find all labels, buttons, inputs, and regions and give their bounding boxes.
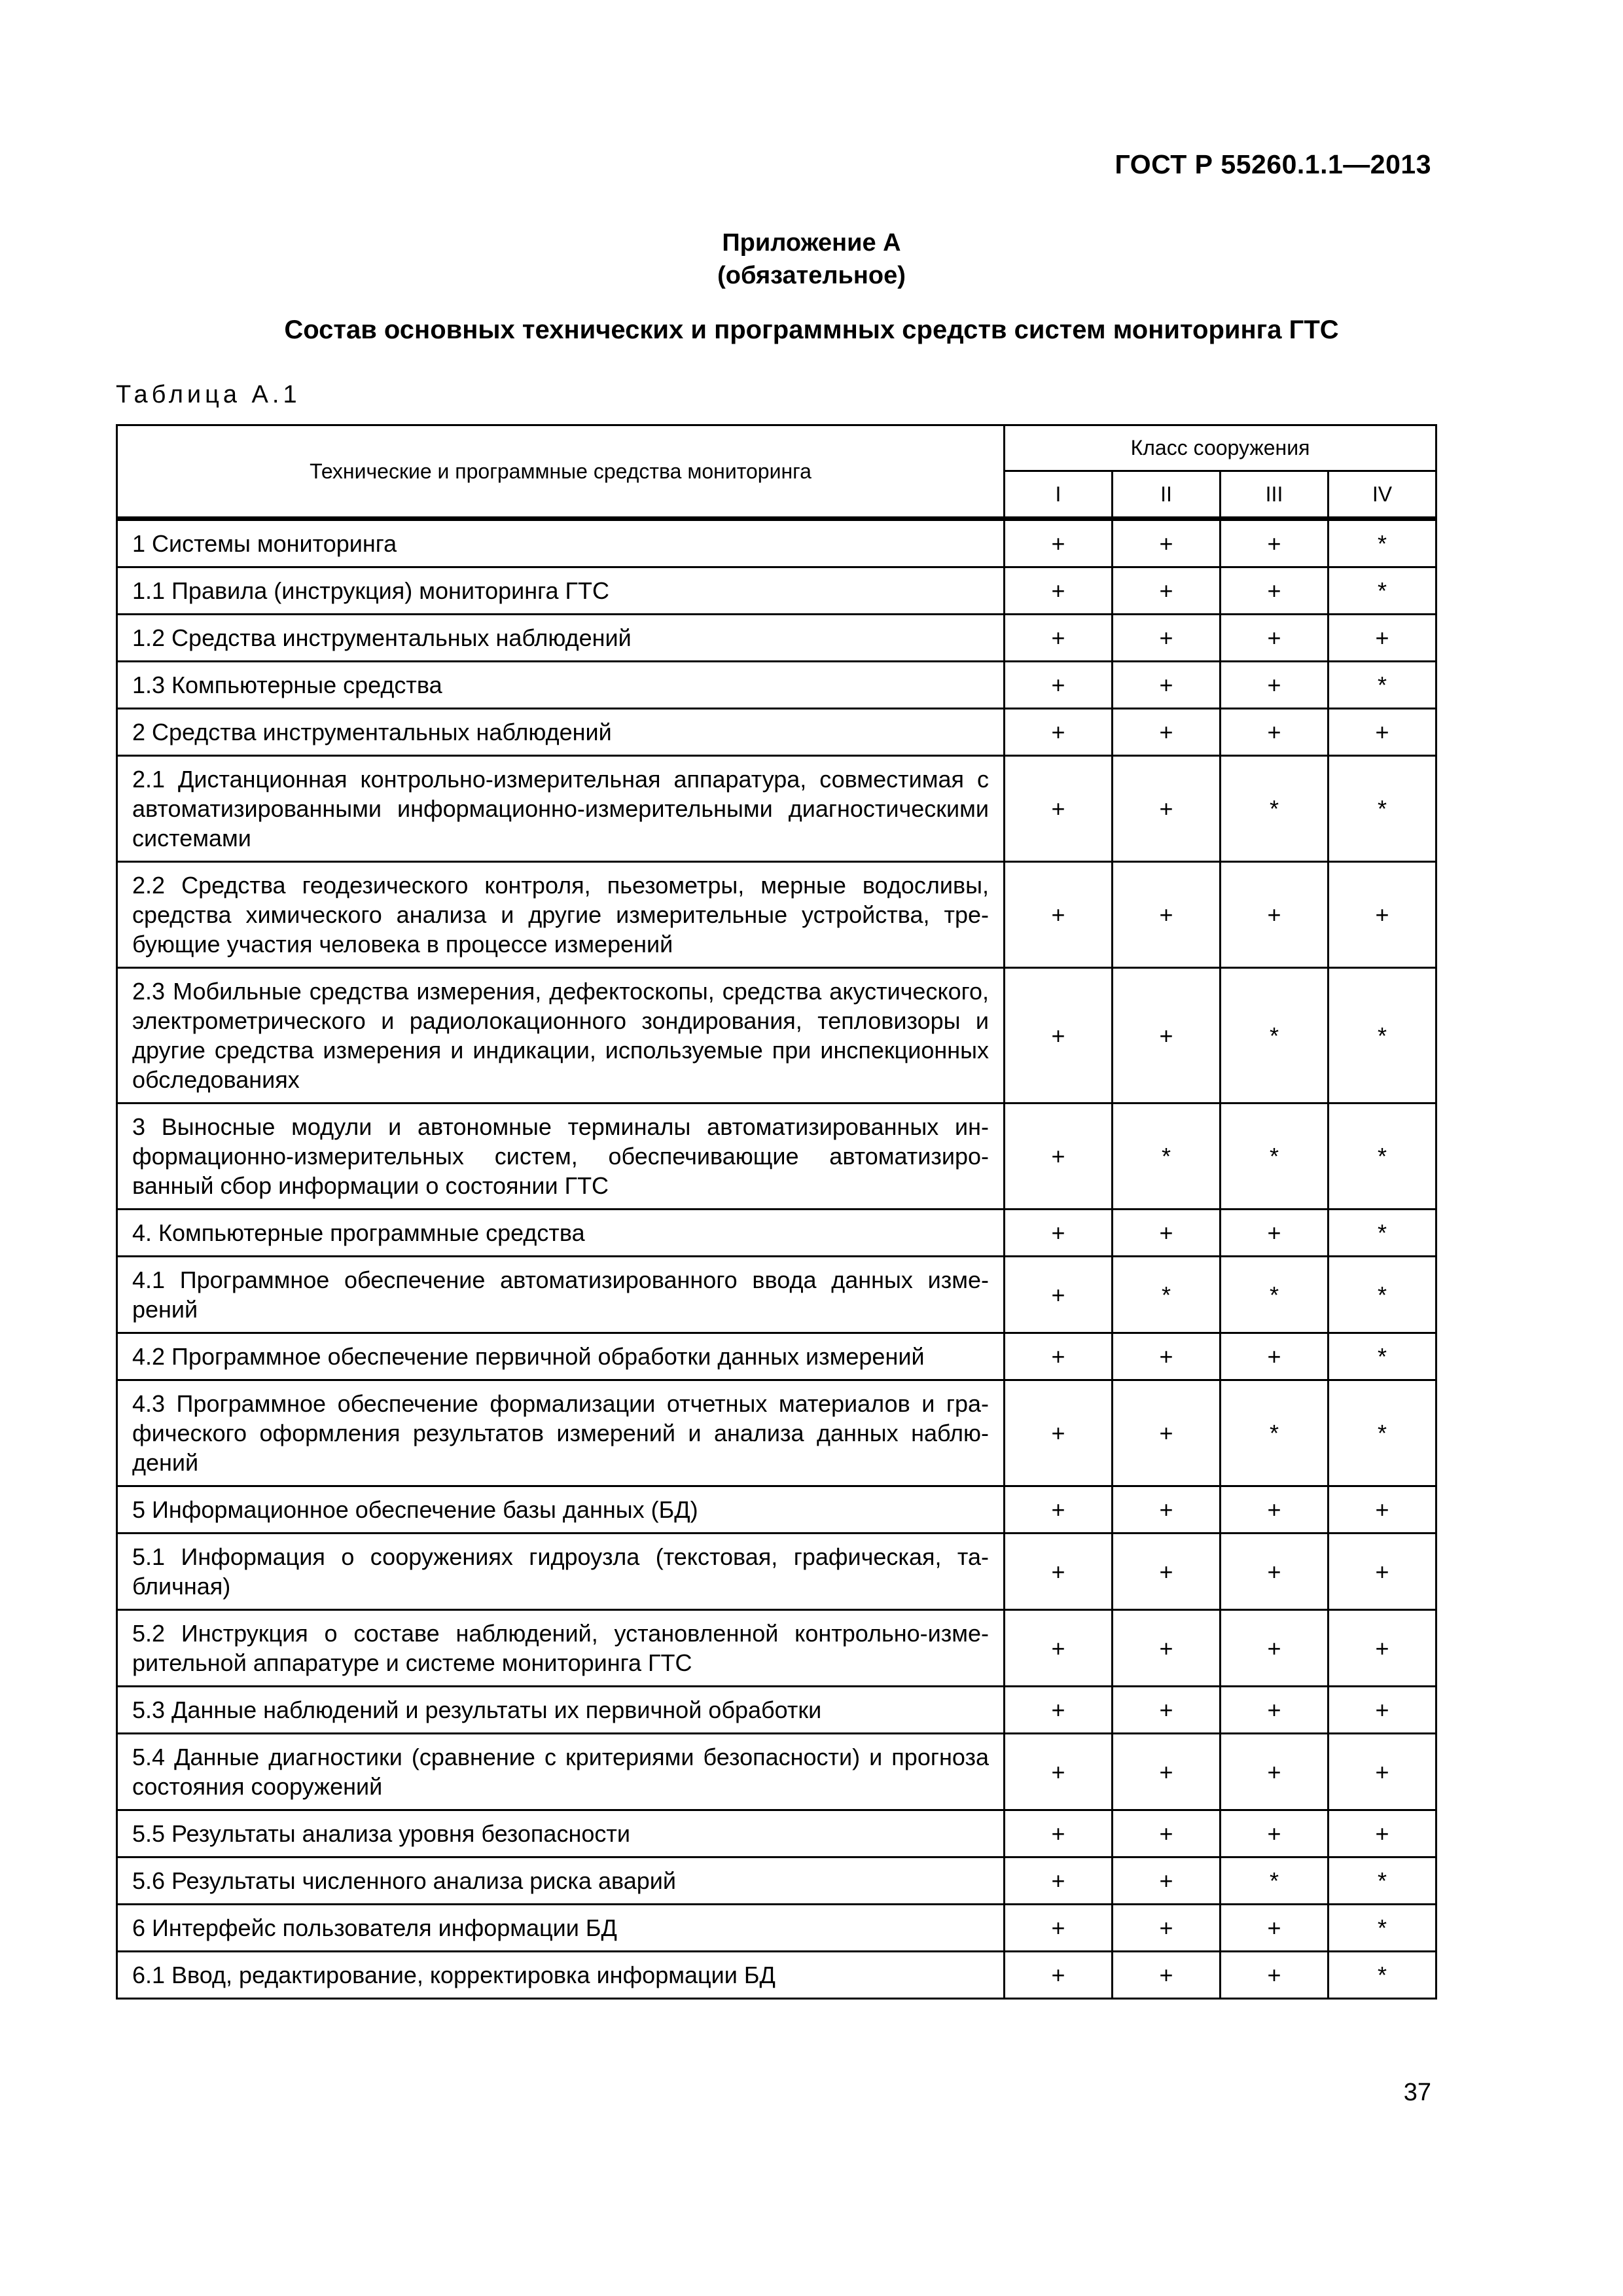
header-class-col: III (1221, 471, 1329, 519)
table-row (117, 1952, 1436, 1999)
class-mark: * (1329, 1210, 1436, 1257)
class-mark: + (1005, 1810, 1113, 1857)
row-description: 2 Средства инструментальных наблюдений (117, 709, 1005, 756)
class-mark: + (1329, 1687, 1436, 1734)
class-mark: * (1329, 1333, 1436, 1380)
class-mark: + (1329, 1610, 1436, 1687)
row-description: 2.3 Мобильные средства измерения, дефектоскопы, средства акустического, электрометрического и радиолокационного зондирования, тепловизоры и другие средства измерения и индикации, используемые при инспекционных обследованиях (117, 968, 1005, 1103)
document-code: ГОСТ Р 55260.1.1—2013 (1115, 149, 1431, 179)
row-description: 4.2 Программное обеспечение первичной обработки данных измерений (117, 1333, 1005, 1380)
class-mark: + (1113, 1687, 1221, 1734)
row-description: 1.1 Правила (инструкция) мониторинга ГТС (117, 567, 1005, 615)
row-description: 5.2 Инструкция о составе наблюдений, установленной контрольно-измерительной аппаратуре и системе мониторинга ГТС (117, 1610, 1005, 1687)
header-class: Класс сооружения (1005, 425, 1436, 471)
class-mark: * (1329, 1905, 1436, 1952)
row-description: 5.6 Результаты численного анализа риска аварий (117, 1857, 1005, 1905)
class-mark: + (1005, 1103, 1113, 1210)
table-row (117, 1333, 1436, 1380)
class-mark: + (1221, 1905, 1329, 1952)
row-description: 4. Компьютерные программные средства (117, 1210, 1005, 1257)
class-mark: + (1113, 1610, 1221, 1687)
class-mark: + (1005, 756, 1113, 862)
table-row (117, 662, 1436, 709)
table-row (117, 862, 1436, 968)
row-description: 2.1 Дистанционная контрольно-измерительная аппаратура, совместимая с автоматизированными информационно-измерительными диагностическими системами (117, 756, 1005, 862)
class-mark: + (1221, 1687, 1329, 1734)
class-mark: * (1329, 519, 1436, 567)
class-mark: + (1005, 662, 1113, 709)
table-row (117, 968, 1436, 1103)
class-mark: + (1005, 1380, 1113, 1486)
header-means: Технические и программные средства мониторинга (117, 425, 1005, 519)
table-row (117, 567, 1436, 615)
row-description: 6 Интерфейс пользователя информации БД (117, 1905, 1005, 1952)
table-row (117, 1103, 1436, 1210)
class-mark: + (1221, 862, 1329, 968)
class-mark: + (1113, 519, 1221, 567)
appendix-type: (обязательное) (717, 262, 906, 289)
table-row (117, 756, 1436, 862)
class-mark: + (1221, 1486, 1329, 1534)
table-row (117, 1486, 1436, 1534)
class-mark: + (1329, 1810, 1436, 1857)
class-mark: + (1221, 1610, 1329, 1687)
class-mark: + (1113, 1333, 1221, 1380)
class-mark: + (1329, 1486, 1436, 1534)
row-description: 1.2 Средства инструментальных наблюдений (117, 615, 1005, 662)
class-mark: * (1221, 968, 1329, 1103)
class-mark: + (1221, 662, 1329, 709)
table-row (117, 1734, 1436, 1810)
table-row (117, 519, 1436, 567)
class-mark: + (1113, 567, 1221, 615)
class-mark: * (1329, 1857, 1436, 1905)
class-mark: + (1113, 1734, 1221, 1810)
row-description: 5.1 Информация о сооружениях гидроузла (текстовая, графическая, табличная) (117, 1534, 1005, 1610)
class-mark: * (1329, 968, 1436, 1103)
monitoring-table (116, 424, 1437, 2000)
table-row (117, 615, 1436, 662)
row-description: 5 Информационное обеспечение базы данных (БД) (117, 1486, 1005, 1534)
class-mark: + (1113, 1210, 1221, 1257)
row-description: 6.1 Ввод, редактирование, корректировка информации БД (117, 1952, 1005, 1999)
row-description: 1.3 Компьютерные средства (117, 662, 1005, 709)
class-mark: * (1329, 1952, 1436, 1999)
class-mark: + (1005, 1687, 1113, 1734)
class-mark: + (1221, 1952, 1329, 1999)
class-mark: + (1005, 1734, 1113, 1810)
class-mark: * (1221, 756, 1329, 862)
class-mark: + (1113, 709, 1221, 756)
class-mark: + (1113, 1810, 1221, 1857)
class-mark: + (1005, 615, 1113, 662)
class-mark: * (1221, 1857, 1329, 1905)
table-row (117, 1257, 1436, 1333)
class-mark: + (1005, 1857, 1113, 1905)
class-mark: * (1329, 756, 1436, 862)
appendix-title: Приложение А (722, 229, 901, 257)
class-mark: + (1005, 1905, 1113, 1952)
class-mark: + (1113, 615, 1221, 662)
class-mark: + (1005, 1952, 1113, 1999)
row-description: 1 Системы мониторинга (117, 519, 1005, 567)
class-mark: + (1329, 1534, 1436, 1610)
class-mark: + (1221, 1810, 1329, 1857)
class-mark: * (1221, 1380, 1329, 1486)
table-label: Таблица А.1 (116, 381, 301, 408)
class-mark: + (1113, 862, 1221, 968)
class-mark: + (1005, 1333, 1113, 1380)
class-mark: + (1005, 1257, 1113, 1333)
row-description: 3 Выносные модули и автономные терминалы автоматизированных информационно-измерительных систем, обеспечивающие автоматизированный сбор информации о состоянии ГТС (117, 1103, 1005, 1210)
class-mark: + (1329, 1734, 1436, 1810)
class-mark: + (1113, 1486, 1221, 1534)
class-mark: * (1329, 1103, 1436, 1210)
class-mark: + (1221, 709, 1329, 756)
class-mark: + (1221, 1333, 1329, 1380)
table-row (117, 1610, 1436, 1687)
class-mark: + (1113, 1952, 1221, 1999)
class-mark: + (1005, 862, 1113, 968)
class-mark: * (1329, 1257, 1436, 1333)
class-mark: + (1005, 1486, 1113, 1534)
class-mark: + (1113, 1857, 1221, 1905)
class-mark: + (1005, 519, 1113, 567)
table-row (117, 709, 1436, 756)
class-mark: + (1329, 862, 1436, 968)
class-mark: + (1221, 567, 1329, 615)
class-mark: + (1005, 709, 1113, 756)
row-description: 4.3 Программное обеспечение формализации отчетных материалов и графического оформления результатов измерений и анализа данных наблюдений (117, 1380, 1005, 1486)
row-description: 5.4 Данные диагностики (сравнение с критериями безопасности) и прогноза состояния сооружений (117, 1734, 1005, 1810)
class-mark: + (1005, 567, 1113, 615)
table-row (117, 1905, 1436, 1952)
appendix-heading (0, 226, 1623, 292)
class-mark: * (1221, 1257, 1329, 1333)
class-mark: + (1005, 1210, 1113, 1257)
header-class-col: I (1005, 471, 1113, 519)
row-description: 5.5 Результаты анализа уровня безопасности (117, 1810, 1005, 1857)
class-mark: + (1329, 615, 1436, 662)
class-mark: + (1113, 756, 1221, 862)
table-row (117, 1534, 1436, 1610)
class-mark: + (1329, 709, 1436, 756)
class-mark: + (1113, 662, 1221, 709)
class-mark: + (1005, 1534, 1113, 1610)
table-row (117, 1210, 1436, 1257)
class-mark: + (1113, 968, 1221, 1103)
class-mark: + (1005, 968, 1113, 1103)
table-row (117, 1857, 1436, 1905)
class-mark: + (1113, 1380, 1221, 1486)
class-mark: * (1113, 1103, 1221, 1210)
class-mark: + (1221, 519, 1329, 567)
header-class-col: II (1113, 471, 1221, 519)
class-mark: + (1221, 1534, 1329, 1610)
class-mark: * (1329, 1380, 1436, 1486)
header-class-col: IV (1329, 471, 1436, 519)
class-mark: * (1329, 567, 1436, 615)
row-description: 2.2 Средства геодезического контроля, пьезометры, мерные водосливы, средства химического анализа и другие измерительные устройства, требующие участия человека в процессе измерений (117, 862, 1005, 968)
class-mark: + (1113, 1905, 1221, 1952)
row-description: 4.1 Программное обеспечение автоматизированного ввода данных измерений (117, 1257, 1005, 1333)
main-title: Состав основных технических и программных средств систем мониторинга ГТС (284, 315, 1339, 344)
class-mark: + (1221, 1734, 1329, 1810)
row-description: 5.3 Данные наблюдений и результаты их первичной обработки (117, 1687, 1005, 1734)
table-row (117, 1380, 1436, 1486)
class-mark: * (1329, 662, 1436, 709)
class-mark: + (1221, 615, 1329, 662)
table-row (117, 1810, 1436, 1857)
page-number: 37 (1403, 2079, 1431, 2106)
class-mark: * (1221, 1103, 1329, 1210)
class-mark: + (1221, 1210, 1329, 1257)
class-mark: * (1113, 1257, 1221, 1333)
table-row (117, 1687, 1436, 1734)
class-mark: + (1005, 1610, 1113, 1687)
class-mark: + (1113, 1534, 1221, 1610)
